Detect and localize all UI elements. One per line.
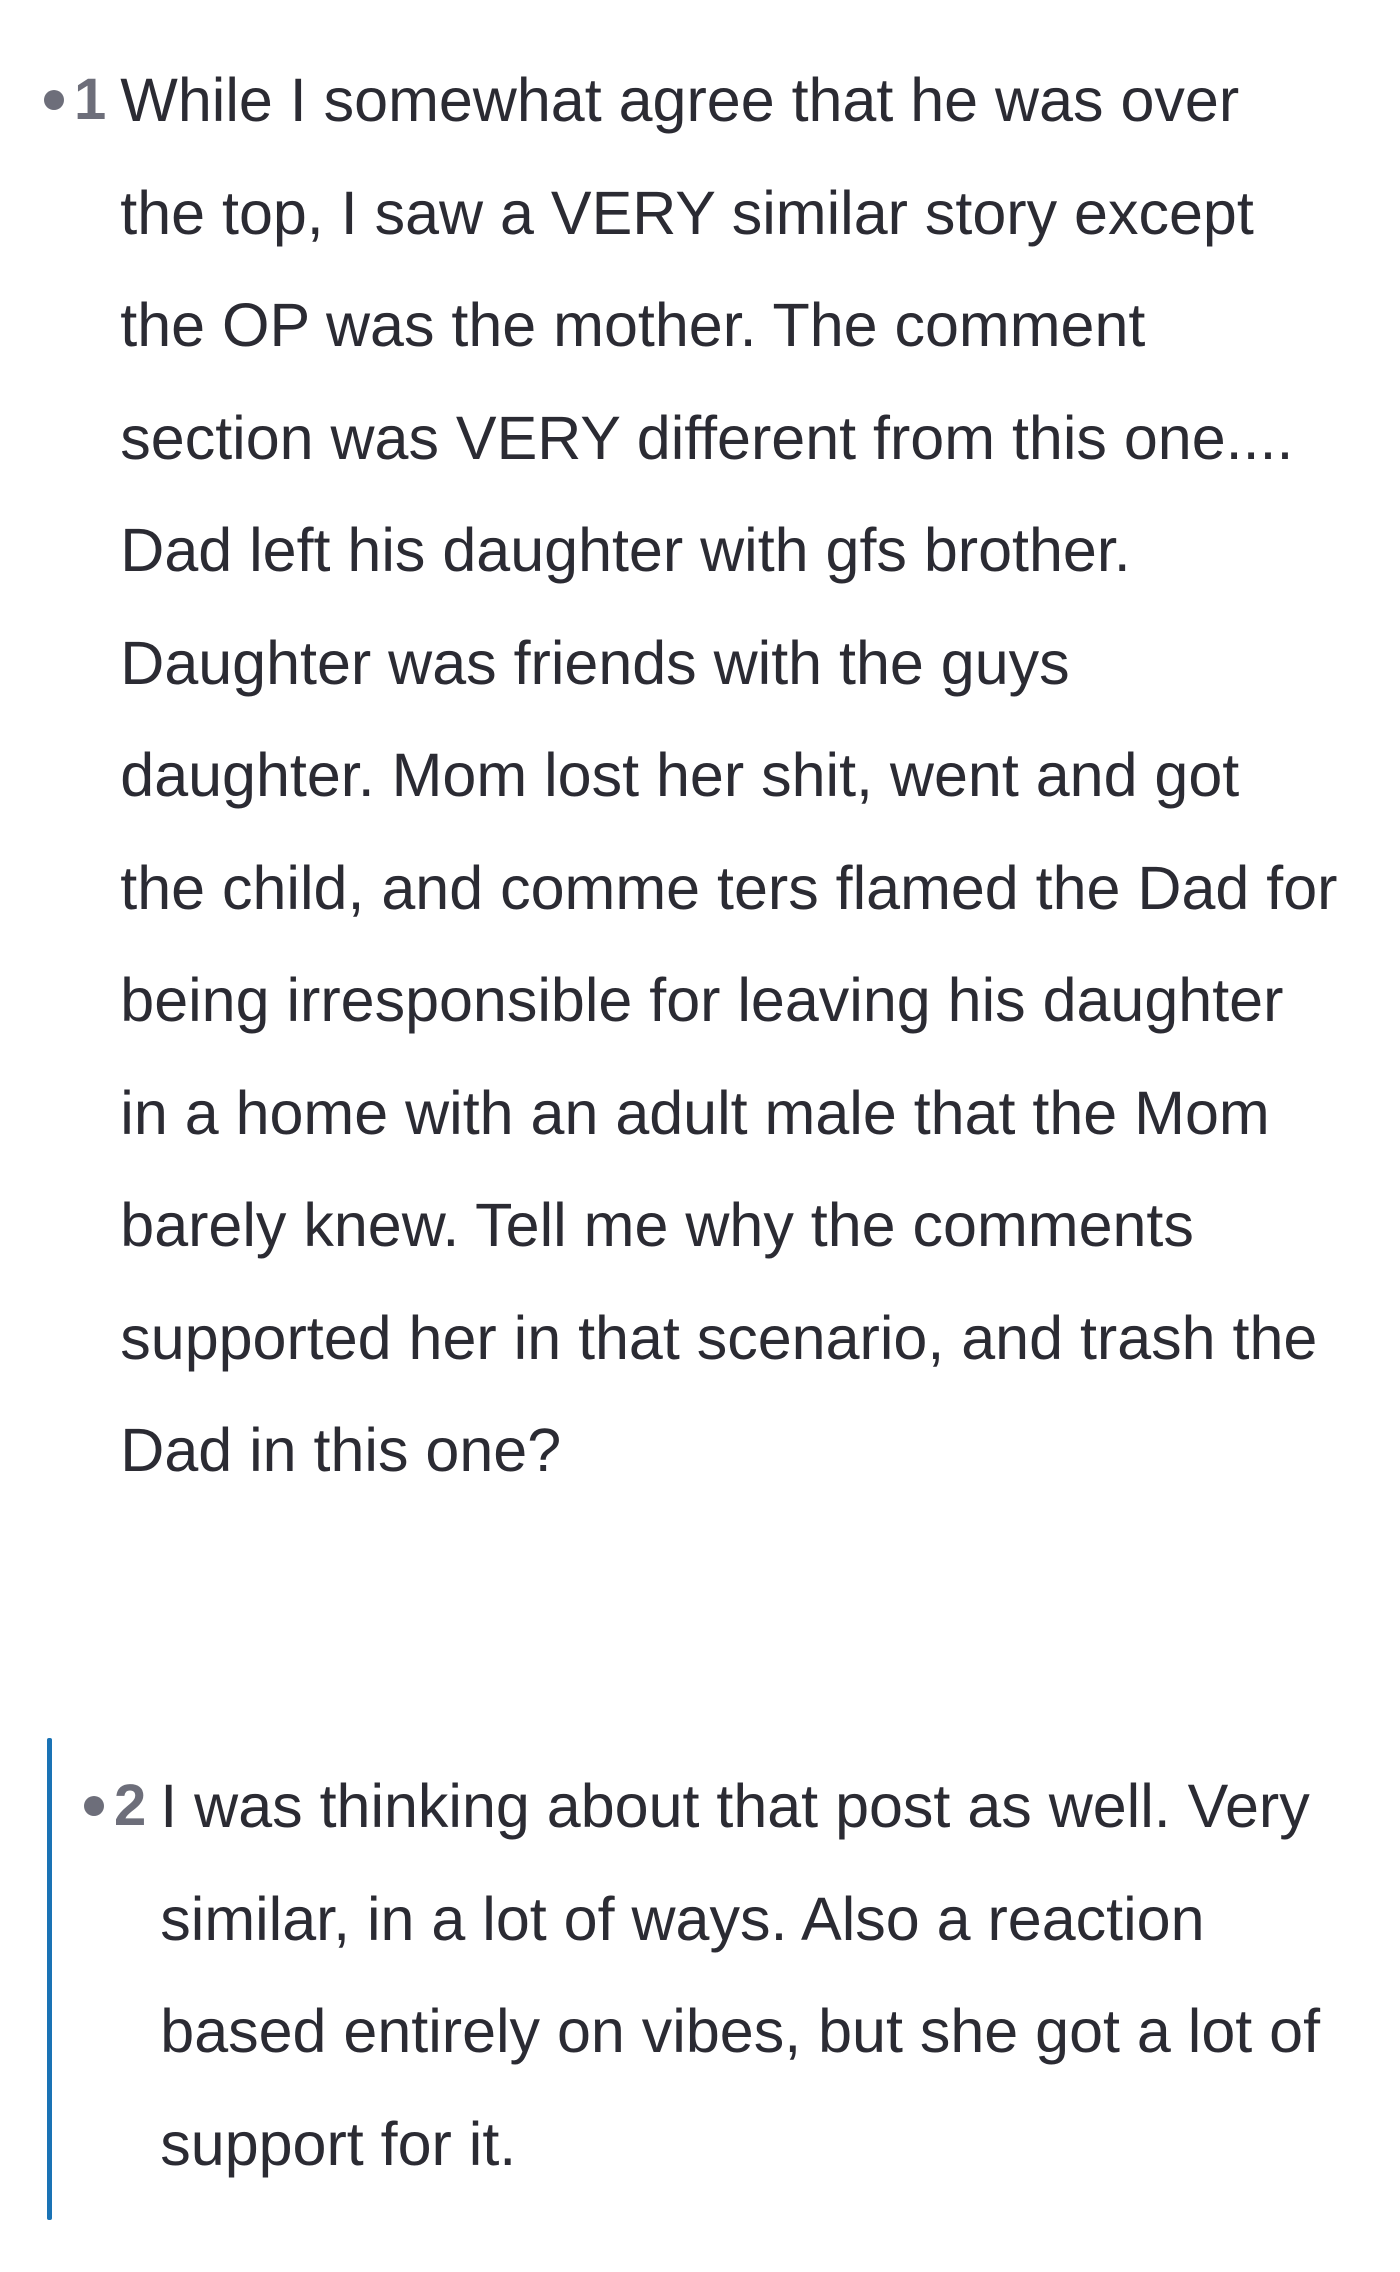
comment-1-marker [44,44,106,156]
comment-2 [84,1750,1364,2200]
comment-2-marker [84,1750,146,1862]
comment-2-text: I was thinking about that post as well. Very similar, in a lot of ways. Also a reaction based entirely on vibes, but she got a lot of support for it. [160,1772,1321,2178]
reply-thread-line[interactable] [47,1738,52,2220]
comment-2-index: 2 [114,1773,147,1838]
bullet-icon [84,1796,104,1816]
bullet-icon [44,90,64,110]
comment-1-index: 1 [74,67,107,132]
comment-1 [44,44,1364,1507]
comment-1-text: While I somewhat agree that he was over the top, I saw a VERY similar story except the OP was the mother. The comment section was VERY different from this one.... Dad left his daughter with gfs brother. Daughter was friends with the guys daughter. Mom lost her shit, went and got the child, and comme ters flamed the Dad for being irresponsible for leaving his daughter in a home with an adult male that the Mom barely knew. Tell me why the comments supported her in that scenario, and trash the Dad in this one? [120,66,1338,1484]
